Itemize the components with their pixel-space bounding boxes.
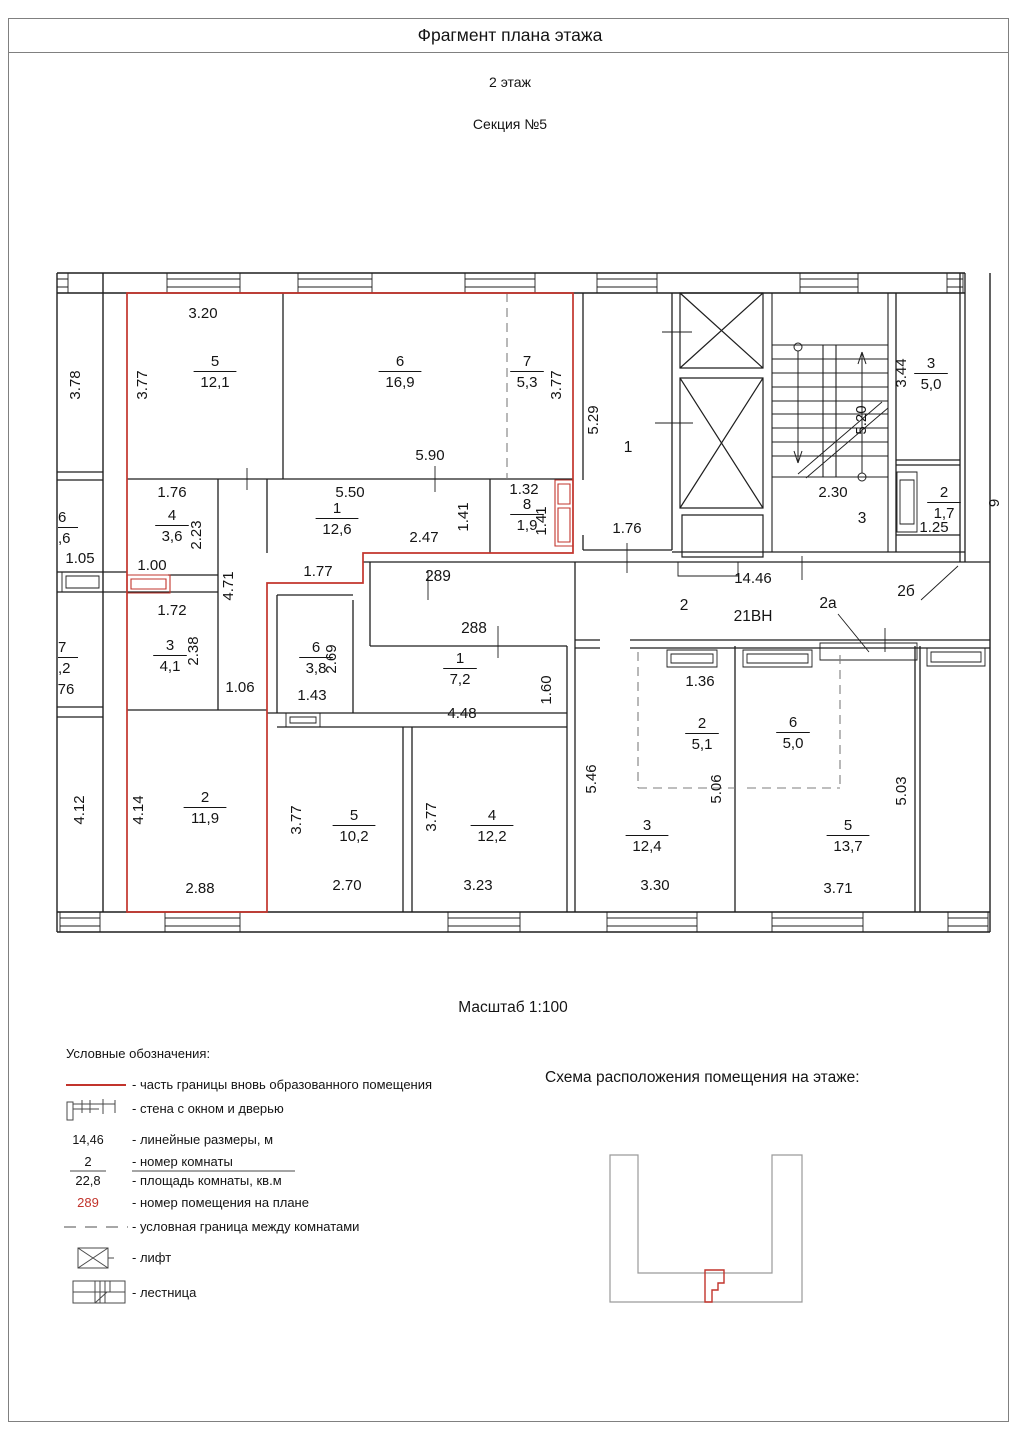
location-scheme xyxy=(610,1155,802,1302)
legend-wall-label: - стена с окном и дверью xyxy=(132,1101,284,1116)
section-label: Секция №5 xyxy=(472,116,548,132)
elevator-shaft-2 xyxy=(680,378,763,508)
room-area-label: 16,9 xyxy=(385,374,415,391)
legend-unit-symbol: 289 xyxy=(77,1195,99,1210)
room-area-label: 5,0 xyxy=(782,735,804,752)
dimension-label: 2.69 xyxy=(323,644,340,674)
space-label: 2 xyxy=(679,597,689,614)
room-number-label: 1 xyxy=(455,650,465,667)
stairs-icon xyxy=(73,1281,125,1303)
room-area-label: 3,6 xyxy=(161,528,183,545)
dimension-label: 2.23 xyxy=(188,520,205,550)
dimension-label: 1.25 xyxy=(919,519,949,536)
room-number-label: 8 xyxy=(522,496,532,513)
legend-dashed-label: - условная граница между комнатами xyxy=(132,1219,360,1234)
room-area-label: 11,9 xyxy=(190,810,220,827)
dimension-label: 2.30 xyxy=(818,484,848,501)
room-number-label: 2 xyxy=(939,484,949,501)
wall-window-door-icon xyxy=(67,1099,115,1120)
room-area-label: 10,2 xyxy=(339,828,369,845)
dimension-label: 3.77 xyxy=(548,370,565,400)
dimension-label: 4.12 xyxy=(71,795,88,825)
dimension-label: 1.36 xyxy=(685,673,715,690)
dimension-label: 1.77 xyxy=(303,563,333,580)
dimension-label: 5.90 xyxy=(415,447,445,464)
dimension-label: 3.71 xyxy=(823,880,853,897)
dimension-label: 5.50 xyxy=(335,484,365,501)
room-area-label: 12,4 xyxy=(632,838,662,855)
room-number-label: 1 xyxy=(332,500,342,517)
room-area-label: 5,3 xyxy=(516,374,538,391)
room-number-label: 6 xyxy=(395,353,405,370)
space-label: 2б xyxy=(897,583,915,600)
legend-room-area-symbol: 22,8 xyxy=(75,1173,101,1188)
page-title: Фрагмент плана этажа xyxy=(417,25,603,45)
space-label: 3 xyxy=(857,510,867,527)
room-number-label: 3 xyxy=(926,355,936,372)
legend-lift-label: - лифт xyxy=(132,1250,172,1265)
dimension-label: 1.06 xyxy=(225,679,255,696)
dimension-label: 14.46 xyxy=(734,570,772,587)
room-area-label: 3,8 xyxy=(305,660,327,677)
room-number-label: 6 xyxy=(311,639,321,656)
dimension-label: 1.41 xyxy=(455,502,472,532)
room-number-label: 5 xyxy=(210,353,220,370)
sheet-frame xyxy=(9,19,1009,1422)
room-number-label: 3 xyxy=(165,637,175,654)
dimension-label: 1.00 xyxy=(137,557,167,574)
unit-number-label: 289 xyxy=(425,568,451,585)
room-number-label: 5 xyxy=(843,817,853,834)
dimension-label: 5.46 xyxy=(583,764,600,794)
dimension-label: 1.76 xyxy=(612,520,642,537)
room-number-label: 2 xyxy=(697,715,707,732)
unit-location-marker xyxy=(705,1270,724,1302)
dimension-label: 1.72 xyxy=(157,602,187,619)
legend-room-area-label: - площадь комнаты, кв.м xyxy=(132,1173,282,1188)
room-number-label: 3 xyxy=(642,817,652,834)
dimension-label: 1.76 xyxy=(157,484,187,501)
dimension-label: 4.48 xyxy=(447,705,477,722)
dimension-label: 3.77 xyxy=(423,802,440,832)
dimension-label: 2.47 xyxy=(409,529,439,546)
floor-label: 2 этаж xyxy=(489,74,531,90)
legend-dim-label: - линейные размеры, м xyxy=(132,1132,274,1147)
room-area-label: 4,1 xyxy=(159,658,181,675)
dimension-label: 2.38 xyxy=(185,636,202,666)
leader-lines xyxy=(838,566,958,652)
elevator-shaft-1 xyxy=(680,293,763,368)
dimension-label: 3.44 xyxy=(893,358,910,388)
dimension-label: 3.78 xyxy=(67,370,84,400)
dimension-label: 1.60 xyxy=(538,675,555,705)
room-area-label: 12,6 xyxy=(322,521,352,538)
elevator-shafts xyxy=(655,293,763,557)
dimension-label: 5.03 xyxy=(893,776,910,806)
room-number-label: 7 xyxy=(522,353,532,370)
room-number-label: 6 xyxy=(788,714,798,731)
dimension-label: 5.20 xyxy=(853,405,870,435)
dimension-label: 2.88 xyxy=(185,880,215,897)
room-number-label: 5 xyxy=(349,807,359,824)
staircase xyxy=(772,293,888,552)
plan-labels xyxy=(58,305,1003,897)
dimension-label: 3.77 xyxy=(288,805,305,835)
dimension-label: 3.20 xyxy=(188,305,218,322)
legend-room-num-symbol: 2 xyxy=(84,1154,92,1169)
scale-label: Масштаб 1:100 xyxy=(458,999,568,1016)
dimension-label: 3.77 xyxy=(134,370,151,400)
legend xyxy=(64,1046,432,1303)
dimension-label: 1.41 xyxy=(533,506,550,536)
room-number-label: 7 xyxy=(58,639,67,656)
dimension-label: 1.05 xyxy=(65,550,95,567)
dimension-label: 9 xyxy=(986,498,1003,508)
dimension-label: 4.71 xyxy=(220,571,237,601)
legend-room-num-label: - номер комнаты xyxy=(132,1154,233,1169)
room-area-label: ,6 xyxy=(58,530,71,547)
dimension-label: 3.30 xyxy=(640,877,670,894)
elevator-lobby-box xyxy=(682,515,763,557)
room-area-label: 1,9 xyxy=(516,517,538,534)
room-number-label: 2 xyxy=(200,789,210,806)
room-area-label: 12,1 xyxy=(200,374,230,391)
unit-number-label: 288 xyxy=(461,620,487,637)
dimension-label: 3.23 xyxy=(463,877,493,894)
unit-number-label: 21ВН xyxy=(733,608,773,625)
legend-stairs-label: - лестница xyxy=(132,1285,197,1300)
room-number-label: 4 xyxy=(487,807,497,824)
room-area-label: 13,7 xyxy=(833,838,863,855)
stair-break-line xyxy=(798,402,888,478)
scheme-heading: Схема расположения помещения на этаже: xyxy=(545,1069,860,1086)
dimension-label: 4.14 xyxy=(130,795,147,825)
room-area-label: 5,1 xyxy=(691,736,713,753)
legend-boundary-label: - часть границы вновь образованного помещения xyxy=(132,1077,433,1092)
space-label: 2а xyxy=(819,595,837,612)
lift-icon xyxy=(78,1248,114,1268)
dimension-label: 1.43 xyxy=(297,687,327,704)
room-area-label: ,2 xyxy=(58,660,71,677)
space-label: 1 xyxy=(623,439,633,456)
room-area-label: 5,0 xyxy=(920,376,942,393)
room-number-label: 6 xyxy=(58,509,67,526)
room-area-label: 7,2 xyxy=(449,671,471,688)
dimension-label: 5.29 xyxy=(585,405,602,435)
legend-dim-symbol: 14,46 xyxy=(72,1133,104,1147)
dimension-label: 2.70 xyxy=(332,877,362,894)
room-area-label: 1,7 xyxy=(933,505,955,522)
dimension-label: 5.06 xyxy=(708,774,725,804)
room-area-label: 12,2 xyxy=(477,828,507,845)
legend-heading: Условные обозначения: xyxy=(66,1046,211,1061)
building-outline xyxy=(610,1155,802,1302)
room-number-label: 4 xyxy=(167,507,177,524)
dimension-label: 1.32 xyxy=(509,481,539,498)
legend-unit-label: - номер помещения на плане xyxy=(132,1195,309,1210)
dimension-label: 76 xyxy=(57,681,75,698)
